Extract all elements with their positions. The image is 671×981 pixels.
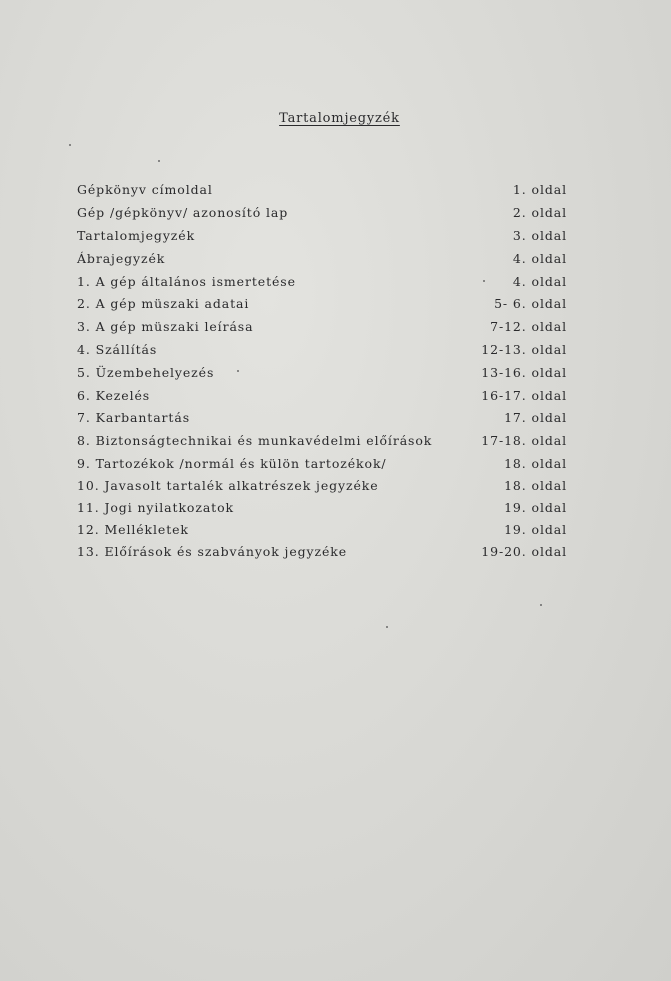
toc-entry	[77, 386, 567, 406]
toc-entry-label: Gép /gépkönyv/ azonosító lap	[77, 205, 289, 220]
toc-entry-label: 6. Kezelés	[77, 388, 151, 403]
toc-entry-pages: 12-13. oldal	[481, 342, 567, 357]
toc-entry	[77, 408, 567, 428]
toc-entry-pages: 19. oldal	[504, 500, 567, 515]
toc-entry-pages: 4. oldal	[512, 251, 567, 266]
toc-entry-pages: 18. oldal	[504, 456, 567, 471]
toc-entry	[77, 317, 567, 337]
toc-entry-pages: 18. oldal	[504, 478, 567, 493]
paper-speck	[158, 160, 160, 162]
toc-entry-pages: 4. oldal	[512, 274, 567, 289]
toc-entry	[77, 203, 567, 223]
paper-speck	[386, 626, 388, 628]
toc-entry	[77, 180, 567, 200]
toc-entry	[77, 520, 567, 540]
toc-entry	[77, 294, 567, 314]
toc-entry	[77, 272, 567, 292]
toc-entry-pages: 2. oldal	[512, 205, 567, 220]
toc-entry	[77, 498, 567, 518]
toc-entry-label: Tartalomjegyzék	[77, 228, 196, 243]
toc-entry-label: 13. Előírások és szabványok jegyzéke	[77, 544, 348, 559]
toc-entry-label: 9. Tartozékok /normál és külön tartozékok/	[77, 456, 387, 471]
toc-entry-label: 7. Karbantartás	[77, 410, 191, 425]
paper-speck	[237, 370, 239, 372]
toc-entry-label: Ábrajegyzék	[77, 251, 166, 266]
toc-entry-label: 2. A gép müszaki adatai	[77, 296, 250, 311]
toc-entry-pages: 3. oldal	[512, 228, 567, 243]
paper-speck	[69, 144, 71, 146]
toc-entry	[77, 431, 567, 451]
toc-entry-pages: 19. oldal	[504, 522, 567, 537]
toc-entry-pages: 19-20. oldal	[481, 544, 567, 559]
toc-entry	[77, 249, 567, 269]
toc-entry-pages: 13-16. oldal	[481, 365, 567, 380]
toc-entry-pages: 17. oldal	[504, 410, 567, 425]
toc-entry-pages: 7-12. oldal	[490, 319, 567, 334]
toc-entry-label: 1. A gép általános ismertetése	[77, 274, 296, 289]
toc-entry	[77, 454, 567, 474]
toc-entry-label: 8. Biztonságtechnikai és munkavédelmi előírások	[77, 433, 433, 448]
toc-entry-label: Gépkönyv címoldal	[77, 182, 213, 197]
toc-entry	[77, 542, 567, 562]
toc-entry-pages: 17-18. oldal	[481, 433, 567, 448]
toc-entry-label: 12. Mellékletek	[77, 522, 189, 537]
toc-entry-pages: 1. oldal	[512, 182, 567, 197]
toc-entry-label: 10. Javasolt tartalék alkatrészek jegyzéke	[77, 478, 379, 493]
toc-entry-label: 3. A gép müszaki leírása	[77, 319, 254, 334]
toc-entry-label: 5. Üzembehelyezés	[77, 365, 215, 380]
toc-entry-label: 11. Jogi nyilatkozatok	[77, 500, 235, 515]
toc-entry-pages: 5- 6. oldal	[494, 296, 567, 311]
toc-entry	[77, 226, 567, 246]
toc-entry	[77, 363, 567, 383]
page-title-text: Tartalomjegyzék	[279, 111, 400, 126]
paper-speck	[540, 604, 542, 606]
toc-entry-label: 4. Szállítás	[77, 342, 158, 357]
toc-entry	[77, 476, 567, 496]
toc-entry-pages: 16-17. oldal	[481, 388, 567, 403]
paper-speck	[483, 280, 485, 282]
toc-entry	[77, 340, 567, 360]
